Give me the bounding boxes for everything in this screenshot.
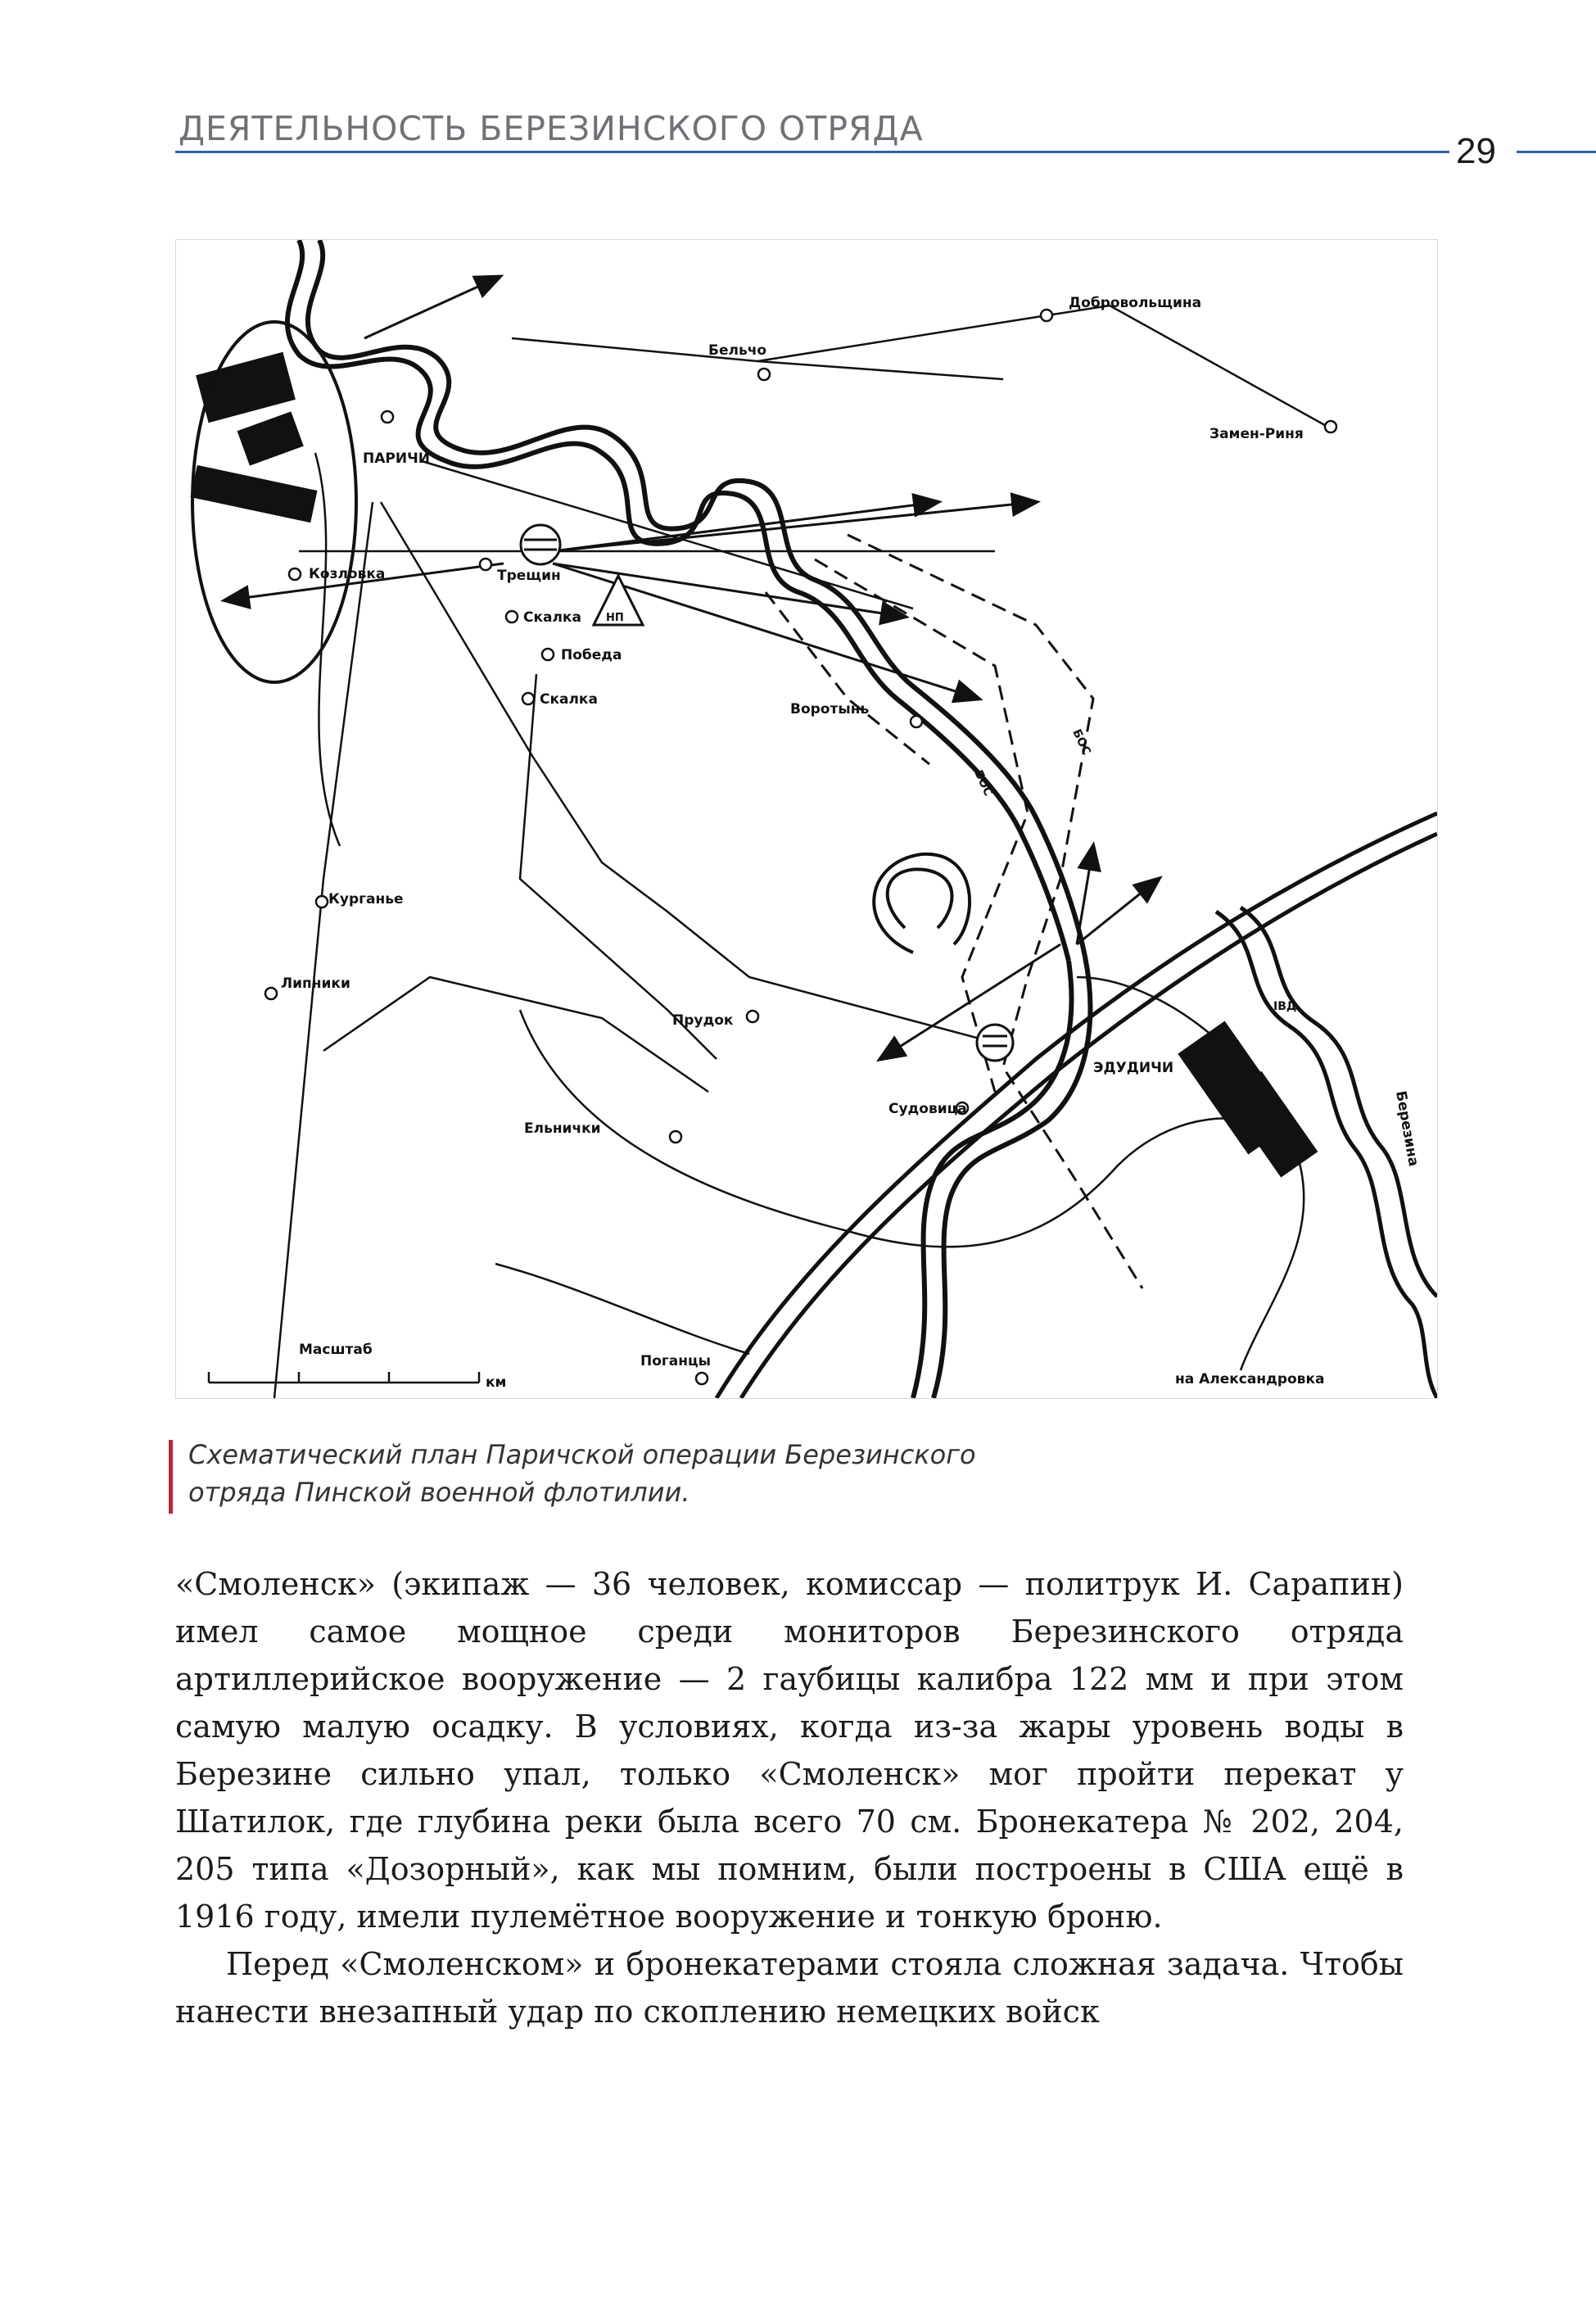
label-berezina: Березина bbox=[1392, 1089, 1422, 1168]
monitor-symbol-2 bbox=[977, 1025, 1013, 1061]
label-zamen-rinya: Замен-Риня bbox=[1209, 426, 1304, 442]
header-rule-left bbox=[175, 151, 1449, 153]
label-bos-1: БОС bbox=[1069, 726, 1093, 758]
running-title: ДЕЯТЕЛЬНОСТЬ БЕРЕЗИНСКОГО ОТРЯДА bbox=[179, 109, 924, 148]
label-belcho: Бельчо bbox=[708, 342, 767, 359]
label-skalka-1: Скалка bbox=[523, 609, 581, 626]
body-text bbox=[175, 1560, 1404, 2035]
label-lipniki: Липники bbox=[281, 975, 350, 992]
label-prudok: Прудок bbox=[672, 1012, 734, 1029]
header-rule-right bbox=[1517, 151, 1596, 153]
page-number: 29 bbox=[1456, 131, 1496, 171]
label-ird: ІВД bbox=[1273, 1000, 1297, 1013]
label-scale: Масштаб bbox=[299, 1342, 373, 1358]
label-pobeda: Победа bbox=[561, 647, 622, 663]
label-pogantsy: Поганцы bbox=[640, 1353, 711, 1369]
label-vorotyn: Воротынь bbox=[790, 701, 870, 717]
label-na-aleksandrovka: на Александровка bbox=[1175, 1371, 1325, 1387]
label-np: НП bbox=[606, 612, 624, 624]
caption-accent-bar bbox=[169, 1440, 173, 1514]
label-kozlovka: Козловка bbox=[309, 566, 386, 582]
map-drawing bbox=[176, 240, 1437, 1398]
paragraph-2: Перед «Смоленском» и бронекатерами стояла сложная задача. Чтобы нанести внезапный удар по скоплению немецких войск bbox=[175, 1946, 1404, 2030]
figure-caption bbox=[188, 1436, 1253, 1511]
label-skalka-2: Скалка bbox=[540, 691, 598, 708]
label-kurganye: Курганье bbox=[328, 891, 404, 908]
label-elnichki: Ельнички bbox=[524, 1120, 601, 1137]
operation-map bbox=[175, 239, 1438, 1399]
label-treshchin: Трещин bbox=[497, 568, 561, 584]
label-eduduchi: ЭДУДИЧИ bbox=[1093, 1060, 1174, 1076]
label-scale-unit: км bbox=[486, 1374, 507, 1391]
monitor-symbol bbox=[521, 525, 560, 564]
label-bos-2: БОС bbox=[971, 767, 995, 799]
caption-line-1: Схематический план Паричской операции Березинского bbox=[188, 1439, 976, 1470]
label-parichi: ПАРИЧИ bbox=[363, 450, 431, 467]
paragraph-1: «Смоленск» (экипаж — 36 человек, комиссар — политрук И. Сарапин) имел самое мощное среди мониторов Березинского отряда артиллерийское вооружение — 2 гаубицы калибра 122 мм и при этом самую малую осадку. В условиях, когда из-за жары уровень воды в Березине сильно упал, только «Смоленск» мог пройти перекат у Шатилок, где глубина реки была всего 70 см. Бронекатера № 202, 204, 205 типа «Дозорный», как мы помним, были построены в США ещё в 1916 году, имели пулемётное вооружение и тонкую броню. bbox=[175, 1566, 1404, 1935]
label-sudovica: Судовица bbox=[888, 1101, 967, 1117]
caption-line-2: отряда Пинской военной флотилии. bbox=[188, 1477, 690, 1508]
label-dobrovolshchina: Добровольщина bbox=[1069, 295, 1202, 311]
